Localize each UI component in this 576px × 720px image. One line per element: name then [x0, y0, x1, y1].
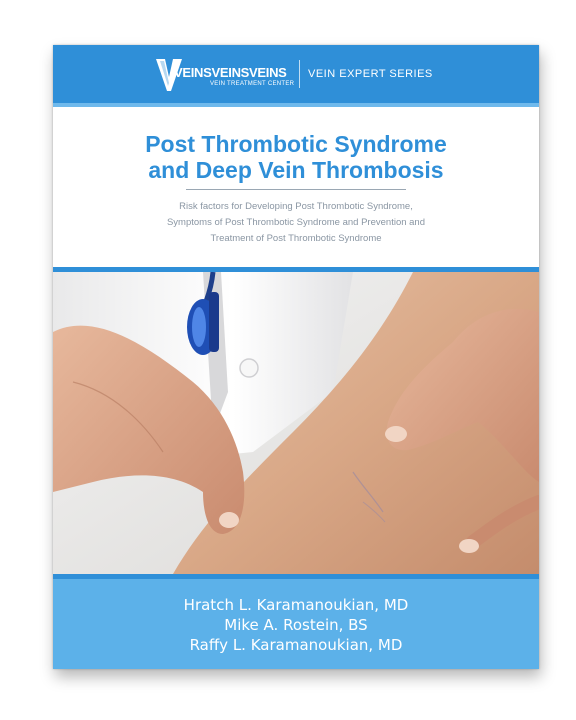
title-line-2: and Deep Vein Thrombosis — [148, 157, 444, 183]
book-cover — [53, 45, 539, 669]
series-label: VEIN EXPERT SERIES — [308, 68, 433, 80]
logo-text: VEINSVEINSVEINS — [174, 65, 287, 80]
book-title — [53, 131, 539, 183]
doctor-examining-leg-photo — [53, 272, 539, 574]
subtitle-line-2: Symptoms of Post Thrombotic Syndrome and Prevention and — [166, 217, 426, 228]
author-list — [53, 595, 539, 655]
header-divider — [299, 60, 300, 88]
author-band — [53, 579, 539, 669]
brand-logo — [156, 59, 296, 91]
book-subtitle — [53, 199, 539, 247]
title-line-1: Post Thrombotic Syndrome — [145, 131, 447, 157]
subtitle-line-3: Treatment of Post Thrombotic Syndrome — [210, 233, 382, 244]
title-area — [53, 107, 539, 267]
subtitle-line-1: Risk factors for Developing Post Thrombotic Syndrome, — [179, 201, 413, 212]
author-name: Mike A. Rostein, BS — [224, 616, 368, 634]
header-band — [53, 45, 539, 103]
title-divider — [186, 189, 406, 190]
cover-photo — [53, 272, 539, 574]
author-name: Hratch L. Karamanoukian, MD — [183, 596, 409, 614]
author-name: Raffy L. Karamanoukian, MD — [189, 636, 403, 654]
logo-subtext: VEIN TREATMENT CENTER — [210, 81, 295, 87]
